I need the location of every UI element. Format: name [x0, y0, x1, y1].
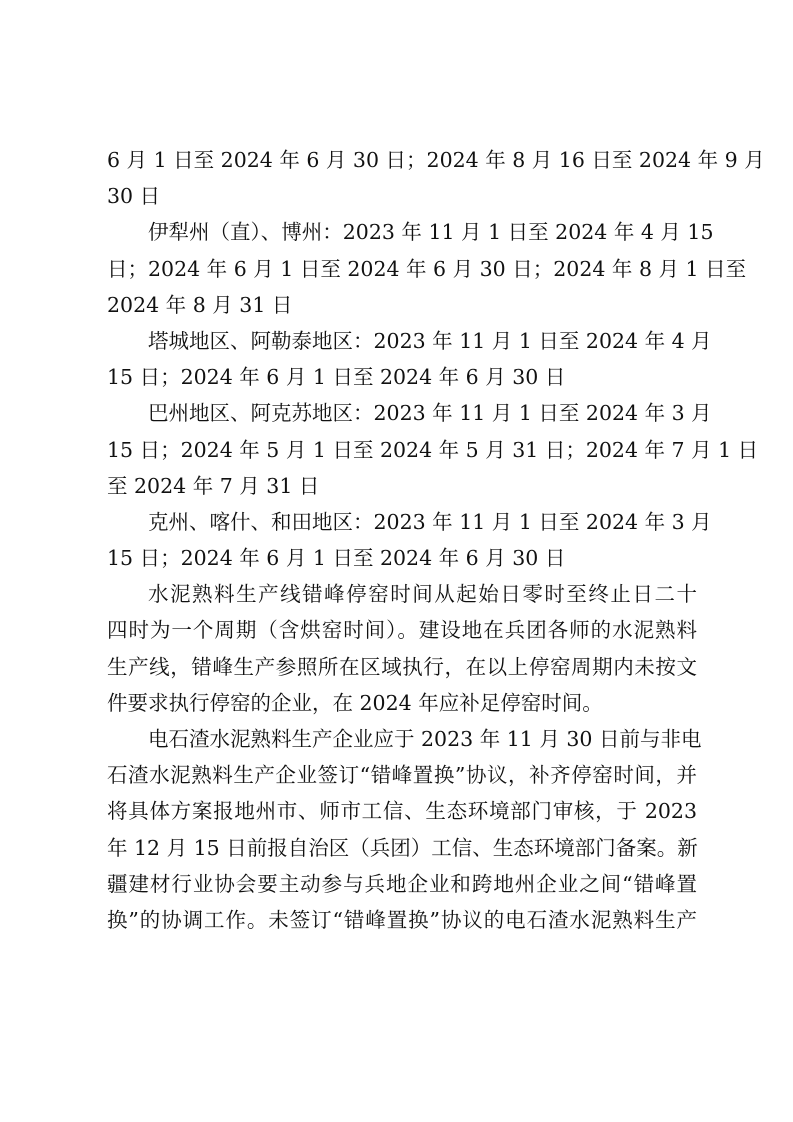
- paragraph: [107, 504, 712, 576]
- paragraph: [107, 214, 747, 323]
- text-line: 电石渣水泥熟料生产企业应于 2023 年 11 月 30 日前与非电: [148, 727, 702, 751]
- text-line: 年 12 月 15 日前报自治区（兵团）工信、生态环境部门备案。新: [107, 835, 698, 860]
- text-line: 疆建材行业协会要主动参与兵地企业和跨地州企业之间“错峰置: [107, 871, 697, 896]
- text-line: 塔城地区、阿勒泰地区：2023 年 11 月 1 日至 2024 年 4 月: [148, 328, 712, 353]
- paragraph: [107, 142, 765, 214]
- paragraph: [107, 721, 702, 938]
- text-line: 巴州地区、阿克苏地区：2023 年 11 月 1 日至 2024 年 3 月: [148, 401, 712, 426]
- text-line: 15 日；2024 年 5 月 1 日至 2024 年 5 月 31 日；2024 年 7 月 1 日: [107, 437, 759, 462]
- text-line: 四时为一个周期（含烘窑时间）。建设地在兵团各师的水泥熟料: [107, 618, 697, 643]
- paragraph: [107, 323, 712, 395]
- text-line: 30 日: [107, 184, 161, 209]
- text-line: 克州、喀什、和田地区：2023 年 11 月 1 日至 2024 年 3 月: [148, 509, 712, 534]
- document-body: [107, 142, 765, 938]
- text-line: 将具体方案报地州市、师市工信、生态环境部门审核，于 2023: [107, 799, 697, 824]
- text-line: 2024 年 8 月 31 日: [107, 292, 293, 317]
- text-line: 至 2024 年 7 月 31 日: [107, 473, 320, 498]
- text-line: 生产线，错峰生产参照所在区域执行，在以上停窑周期内未按文: [107, 654, 697, 679]
- text-line: 15 日；2024 年 6 月 1 日至 2024 年 6 月 30 日: [107, 365, 566, 390]
- text-line: 水泥熟料生产线错峰停窑时间从起始日零时至终止日二十: [148, 582, 697, 607]
- text-line: 日；2024 年 6 月 1 日至 2024 年 6 月 30 日；2024 年 8 月 1 日至: [107, 256, 747, 281]
- text-line: 换”的协调工作。未签订“错峰置换”协议的电石渣水泥熟料生产: [107, 907, 697, 932]
- text-line: 15 日；2024 年 6 月 1 日至 2024 年 6 月 30 日: [107, 546, 566, 571]
- paragraph: [107, 576, 697, 721]
- text-line: 6 月 1 日至 2024 年 6 月 30 日；2024 年 8 月 16 日至 2024 年 9 月: [107, 148, 765, 172]
- text-line: 伊犁州（直）、博州：2023 年 11 月 1 日至 2024 年 4 月 15: [148, 220, 714, 245]
- text-line: 件要求执行停窑的企业，在 2024 年应补足停窑时间。: [107, 690, 603, 715]
- paragraph: [107, 395, 759, 504]
- text-line: 石渣水泥熟料生产企业签订“错峰置换”协议，补齐停窑时间，并: [107, 763, 697, 788]
